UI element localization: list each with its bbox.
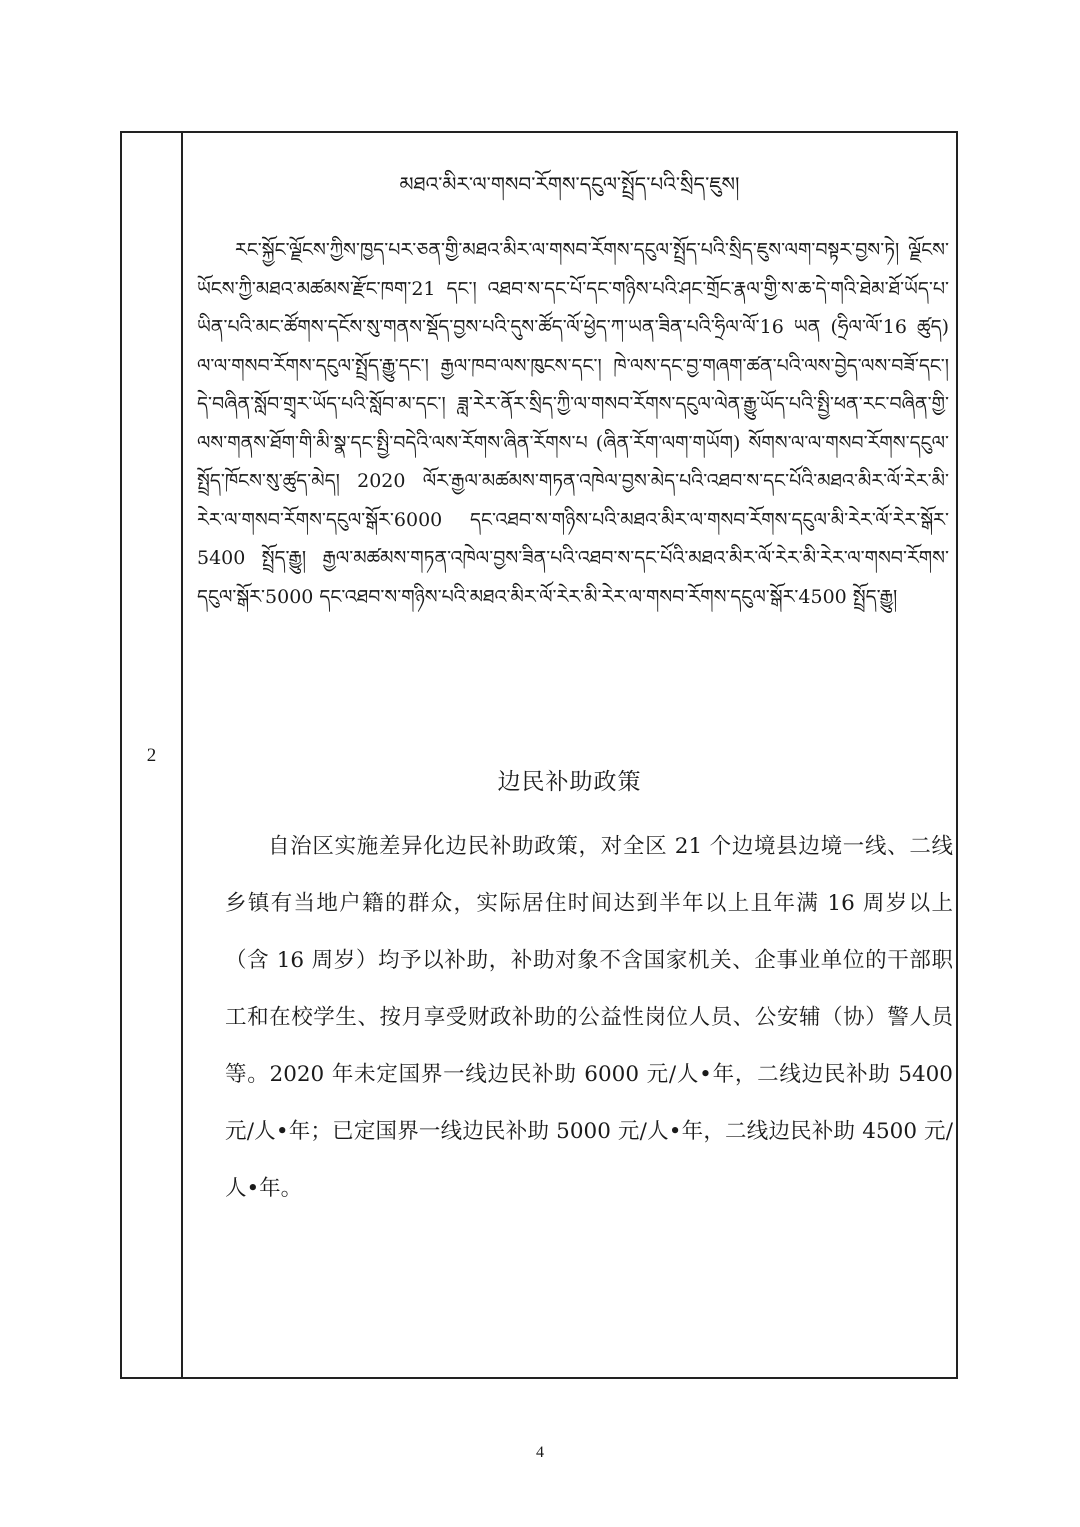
chinese-paragraph: 自治区实施差异化边民补助政策，对全区 21 个边境县边境一线、二线乡镇有当地户籍的群众，实际居住时间达到半年以上且年满 16 周岁以上（含 16 周岁）均予以补助，补助对象不含国家机关、企事业单位的干部职工和在校学生、按月享受财政补助的公益性岗位人员、公安辅（协）警人员等。2020 年未定国界一线边民补助 6000 元/人•年，二线边民补助 5400 元/人•年；已定国界一线边民补助 5000 元/人•年，二线边民补助 4500 元/人•年。: [225, 834, 953, 1201]
tibetan-paragraph: རང་སྐྱོང་ལྗོངས་ཀྱིས་ཁྱད་པར་ཅན་གྱི་མཐའ་མིར་ལ་གསབ་རོགས་དངུལ་སྤྲོད་པའི་སྲིད་ཇུས་ལག་བསྟར་བྱས་ཏེ། ལྗོངས་ཡོངས་ཀྱི་མཐའ་མཚམས་རྫོང་ཁག་21 དང་། འཐབ་ས་དང་པོ་དང་གཉིས་པའི་ཤང་གྲོང་རྣལ་གྱི་ས་ཆ་དེ་གའི་ཐེམ་ཐོ་ཡོད་པ་ཡིན་པའི་མང་ཚོགས་དངོས་སུ་གནས་སྡོད་བྱས་པའི་དུས་ཚོད་ལོ་ཕྱེད་ཀ་ཡན་ཟིན་པའི་ཧྲིལ་ལོ་16 ཡན (ཧྲིལ་ལོ་16 ཚུད) ལ་ལ་གསབ་རོགས་དངུལ་སྤྲོད་རྒྱུ་དང་། རྒྱལ་ཁབ་ལས་ཁུངས་དང་། ཁེ་ལས་དང་བྱ་གཞག་ཚན་པའི་ལས་བྱེད་ལས་བཟོ་དང་། དེ་བཞིན་སློབ་གྲྭར་ཡོད་པའི་སློབ་མ་དང་། ཟླ་རེར་ནོར་སྲིད་ཀྱི་ལ་གསབ་རོགས་དངུལ་ལེན་རྒྱུ་ཡོད་པའི་སྤྱི་ཕན་རང་བཞིན་གྱི་ལས་གནས་ཐོག་གི་མི་སྣ་དང་སྤྱི་བདེའི་ལས་རོགས་ཞིན་རོགས་པ (ཞིན་རོག་ལག་གཡོག) སོགས་ལ་ལ་གསབ་རོགས་དངུལ་སྤྲོད་ཁོངས་སུ་ཚུད་མེད། 2020 ལོར་རྒྱལ་མཚམས་གཏན་འཁེལ་བྱས་མེད་པའི་འཐབ་ས་དང་པོའི་མཐའ་མིར་ལོ་རེར་མི་རེར་ལ་གསབ་རོགས་དངུལ་སྒོར་6000 དང་འཐབ་ས་གཉིས་པའི་མཐའ་མིར་ལ་གསབ་རོགས་དངུལ་མི་རེར་ལོ་རེར་སྒོར་5400 སྤྲོད་རྒྱུ། རྒྱལ་མཚམས་གཏན་འཁེལ་བྱས་ཟིན་པའི་འཐབ་ས་དང་པོའི་མཐའ་མིར་ལོ་རེར་མི་རེར་ལ་གསབ་རོགས་དངུལ་སྒོར་5000 དང་འཐབ་ས་གཉིས་པའི་མཐའ་མིར་ལོ་རེར་མི་རེར་ལ་གསབ་རོགས་དངུལ་སྒོར་4500 སྤྲོད་རྒྱུ།: [197, 239, 949, 608]
policy-table: [120, 131, 958, 1379]
tibetan-title: མཐའ་མིར་ལ་གསབ་རོགས་དངུལ་སྤྲོད་པའི་སྲིད་ཇུས།: [399, 172, 740, 196]
content-cell: [183, 133, 956, 1377]
row-number-cell: [122, 133, 183, 1377]
row-number: 2: [146, 745, 157, 766]
chinese-title: 边民补助政策: [497, 769, 642, 795]
page-number: 4: [536, 1444, 544, 1461]
